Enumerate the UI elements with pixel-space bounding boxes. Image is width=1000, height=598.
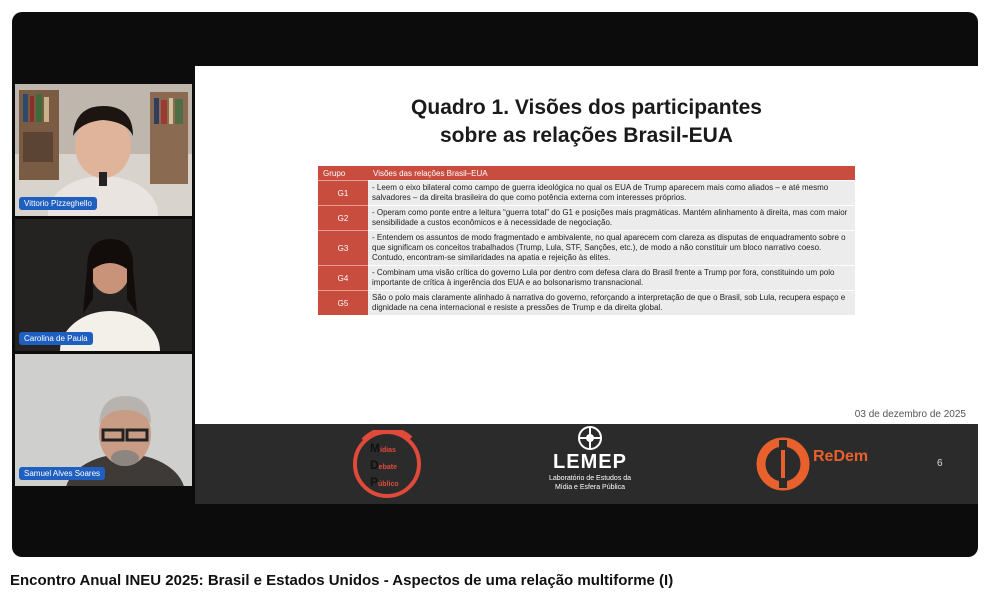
participant-tile-1 bbox=[15, 84, 192, 216]
lemep-subtitle-2: Mídia e Esfera Pública bbox=[554, 484, 626, 491]
slide-footer bbox=[195, 424, 978, 504]
logo-word: úblico bbox=[378, 481, 399, 488]
redem-logo bbox=[755, 434, 905, 494]
lemep-logo bbox=[535, 426, 645, 502]
column-header: Grupo bbox=[318, 166, 368, 181]
lemep-emblem-icon bbox=[578, 426, 602, 450]
logo-letter: P bbox=[370, 475, 379, 489]
redem-wordmark: ReDem bbox=[813, 448, 869, 465]
column-header: Visões das relações Brasil–EUA bbox=[368, 166, 855, 181]
logo-word: ídias bbox=[380, 447, 396, 454]
table-header-row bbox=[318, 166, 855, 181]
slide-title-line-2: sobre as relações Brasil-EUA bbox=[440, 124, 733, 147]
lemep-wordmark: LEMEP bbox=[553, 451, 627, 473]
group-cell: G4 bbox=[318, 266, 368, 291]
view-cell: - Combinam uma visão crítica do governo Lula por dentro com defesa clara do Brasil frente a Trump por fora, constituindo um polo importante de crítica à ingerência dos EUA e ao bolsonarismo transnacional. bbox=[368, 266, 855, 291]
participant-tile-2 bbox=[15, 219, 192, 351]
table-row bbox=[318, 266, 855, 291]
logo-letter: M bbox=[370, 441, 380, 455]
slide-page-number: 6 bbox=[937, 458, 943, 469]
participant-name-tag: Vittorio Pizzeghello bbox=[19, 197, 97, 210]
group-cell: G3 bbox=[318, 231, 368, 266]
video-title: Encontro Anual INEU 2025: Brasil e Estados Unidos - Aspectos de uma relação multiforme (I) bbox=[10, 572, 674, 589]
group-cell: G1 bbox=[318, 181, 368, 206]
participant-name-tag: Samuel Alves Soares bbox=[19, 467, 105, 480]
group-cell: G5 bbox=[318, 291, 368, 316]
logo-word: ebate bbox=[378, 464, 397, 471]
video-player[interactable] bbox=[12, 12, 978, 557]
slide-title-line-1: Quadro 1. Visões dos participantes bbox=[411, 96, 762, 119]
table-row bbox=[318, 231, 855, 266]
slide-date: 03 de dezembro de 2025 bbox=[854, 409, 966, 420]
participant-name-tag: Carolina de Paula bbox=[19, 332, 93, 345]
table-row bbox=[318, 206, 855, 231]
views-table bbox=[318, 166, 855, 315]
view-cell: - Entendem os assuntos de modo fragmentado e ambivalente, no qual aparecem com clareza as disputas de enquadramento sobre o que significam os conceitos trabalhados (Trump, Lula, STF, Sanções, etc.), de modo a não constituir um bloco narrativo coeso. Contudo, encontram-se similaridades na apatia e rejeição às elites. bbox=[368, 231, 855, 266]
presentation-slide bbox=[195, 66, 978, 436]
view-cell: - Leem o eixo bilateral como campo de guerra ideológica no qual os EUA de Trump aparecem mais como aliados – e até mesmo salvadores – da direita brasileira do que como potência externa com interesses próprios. bbox=[368, 181, 855, 206]
participant-tile-3 bbox=[15, 354, 192, 486]
view-cell: - Operam como ponte entre a leitura “guerra total” do G1 e posições mais pragmáticas. Mantém alinhamento à direita, mas com maior sensibilidade a custos econômicos e à necessidade de negociação. bbox=[368, 206, 855, 231]
logo-letter: D bbox=[370, 458, 379, 472]
lemep-subtitle-1: Laboratório de Estudos da bbox=[548, 475, 632, 482]
group-cell: G2 bbox=[318, 206, 368, 231]
midias-debate-publico-logo bbox=[353, 430, 427, 498]
table-row bbox=[318, 181, 855, 206]
view-cell: São o polo mais claramente alinhado à narrativa do governo, reforçando a interpretação de que o Brasil, sob Lula, recupera espaço e dignidade na cena internacional e resiste a pressões de Trump e da direita global. bbox=[368, 291, 855, 316]
slide-title bbox=[195, 94, 978, 150]
table-row bbox=[318, 291, 855, 316]
